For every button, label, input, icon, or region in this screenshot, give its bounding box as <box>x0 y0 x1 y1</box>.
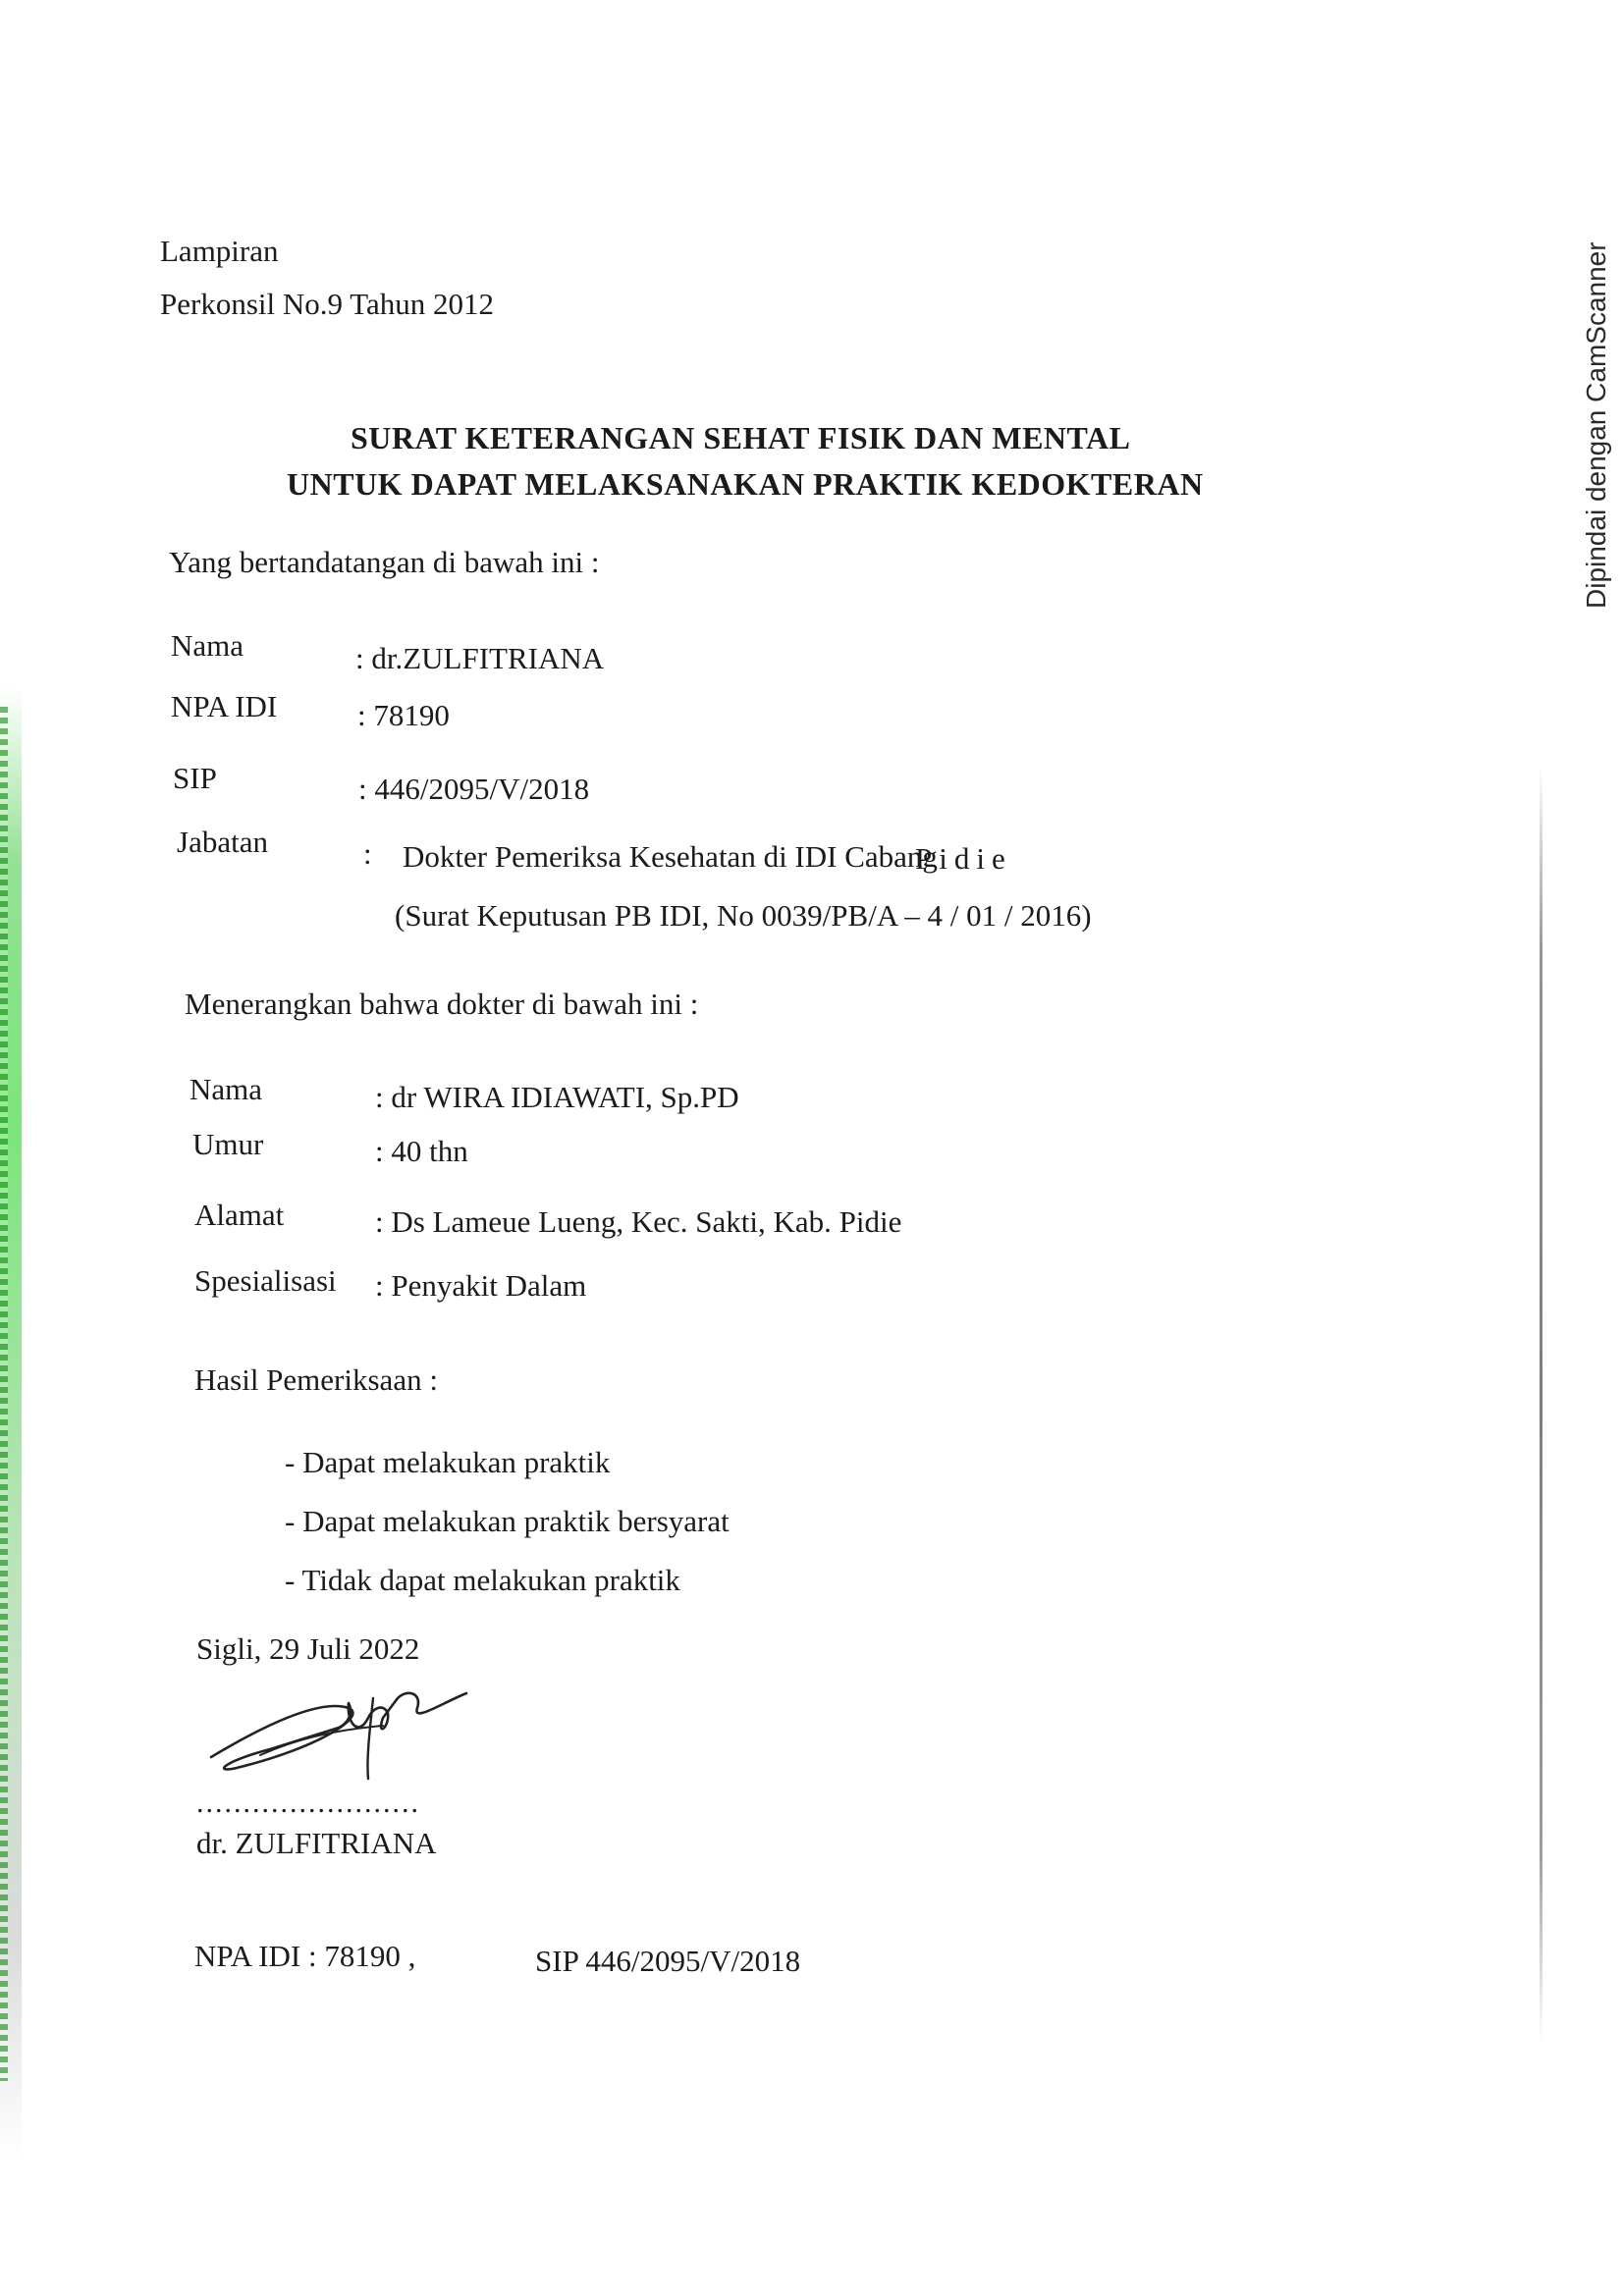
signatory-sip-label: SIP <box>173 761 217 795</box>
doctor-spesialisasi-value: : Penyakit Dalam <box>375 1268 587 1303</box>
result-option-3: - Tidak dapat melakukan praktik <box>285 1563 680 1597</box>
signer-name: dr. ZULFITRIANA <box>196 1826 437 1860</box>
statement-text: Menerangkan bahwa dokter di bawah ini : <box>185 987 699 1021</box>
signatory-sip-value: : 446/2095/V/2018 <box>358 772 590 806</box>
signatory-jabatan-colon: : <box>363 836 372 871</box>
signatory-npa-label: NPA IDI <box>171 689 278 723</box>
doctor-nama-value: : dr WIRA IDIAWATI, Sp.PD <box>375 1080 739 1114</box>
results-heading: Hasil Pemeriksaan : <box>194 1362 438 1397</box>
doctor-umur-label: Umur <box>192 1127 264 1161</box>
scan-edge-artifact-inner <box>0 707 8 2081</box>
result-option-1: - Dapat melakukan praktik <box>285 1445 611 1479</box>
doctor-nama-label: Nama <box>189 1072 263 1106</box>
signatory-npa-value: : 78190 <box>357 698 450 732</box>
signatory-jabatan-label: Jabatan <box>177 825 268 859</box>
document-title-line2: UNTUK DAPAT MELAKSANAKAN PRAKTIK KEDOKTERAN <box>287 466 1204 502</box>
scan-fold-line <box>1540 766 1542 2042</box>
camscanner-watermark: Dipindai dengan CamScanner <box>1581 241 1611 609</box>
signatory-nama-label: Nama <box>171 628 244 663</box>
intro-text: Yang bertandatangan di bawah ini : <box>169 545 600 579</box>
doctor-alamat-label: Alamat <box>194 1198 285 1232</box>
footer-npa: NPA IDI : 78190 , <box>194 1939 416 1973</box>
signature-image <box>201 1669 476 1787</box>
doctor-umur-value: : 40 thn <box>375 1134 468 1168</box>
signatory-jabatan-value: Dokter Pemeriksa Kesehatan di IDI Cabang <box>403 839 938 874</box>
signatory-jabatan-place: Pidie <box>915 841 1012 876</box>
signatory-jabatan-note: (Surat Keputusan PB IDI, No 0039/PB/A – 4 / 01 / 2016) <box>395 898 1092 933</box>
doctor-alamat-value: : Ds Lameue Lueng, Kec. Sakti, Kab. Pidie <box>375 1204 902 1239</box>
signatory-nama-value: : dr.ZULFITRIANA <box>355 641 605 675</box>
footer-sip: SIP 446/2095/V/2018 <box>535 1944 801 1978</box>
header-lampiran: Lampiran <box>160 234 279 268</box>
signature-line: ........................ <box>196 1787 420 1819</box>
header-perkonsil: Perkonsil No.9 Tahun 2012 <box>160 287 494 321</box>
result-option-2: - Dapat melakukan praktik bersyarat <box>285 1504 730 1538</box>
document-title-line1: SURAT KETERANGAN SEHAT FISIK DAN MENTAL <box>351 420 1131 455</box>
doctor-spesialisasi-label: Spesialisasi <box>194 1263 337 1298</box>
place-date: Sigli, 29 Juli 2022 <box>196 1631 420 1666</box>
